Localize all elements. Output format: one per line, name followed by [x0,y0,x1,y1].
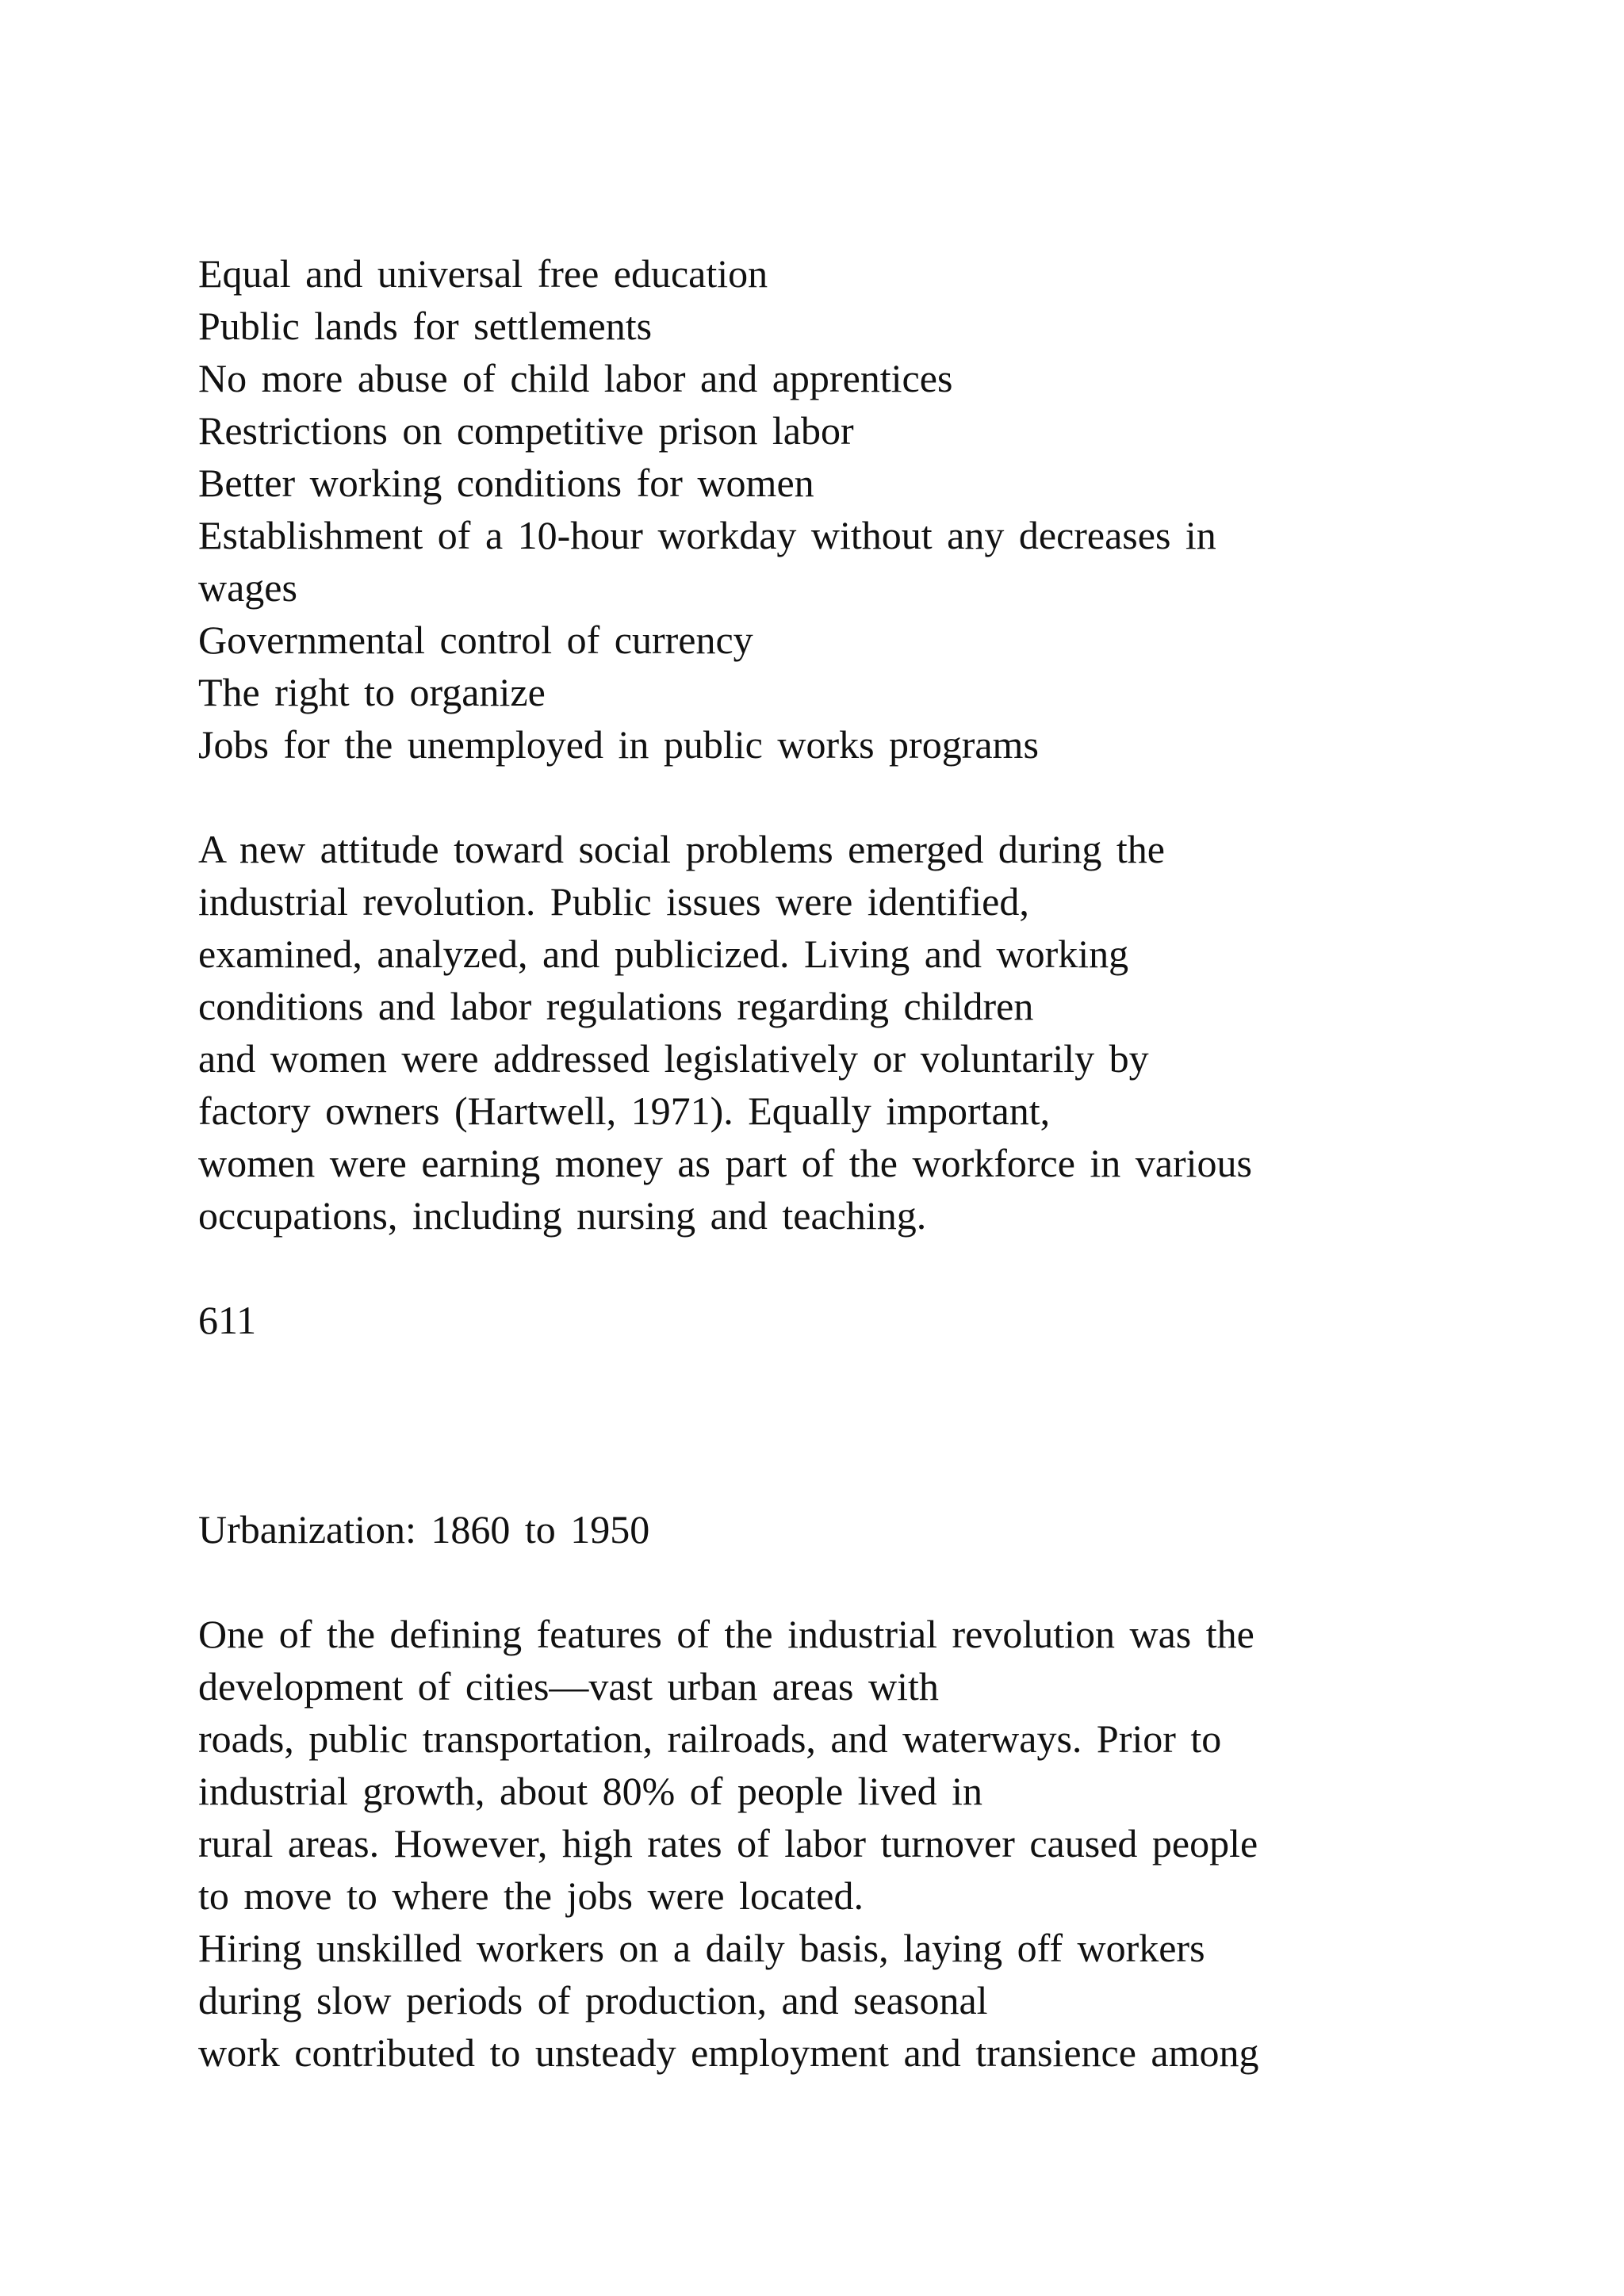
page-break-gap [198,1346,1546,1503]
section-heading: Urbanization: 1860 to 1950 [198,1507,650,1552]
paragraph-gap [198,771,1546,823]
list-item: No more abuse of child labor and apprentices [198,356,953,400]
paragraph-line: A new attitude toward social problems emerged during the [198,827,1165,871]
paragraph-gap [198,1242,1546,1294]
paragraph-line: development of cities—vast urban areas with [198,1664,939,1709]
paragraph-line: and women were addressed legislatively or voluntarily by [198,1036,1149,1081]
paragraph-line: examined, analyzed, and publicized. Living and working [198,932,1129,976]
list-item: Better working conditions for women [198,461,814,505]
list-item: wages [198,565,297,610]
paragraph-social-problems [198,823,1546,1242]
demands-list [198,247,1546,771]
paragraph-line: work contributed to unsteady employment and transience among [198,2030,1259,2075]
paragraph-line: Hiring unskilled workers on a daily basis, laying off workers [198,1926,1205,1970]
paragraph-line: factory owners (Hartwell, 1971). Equally important, [198,1089,1051,1133]
paragraph-line: women were earning money as part of the workforce in various [198,1141,1252,1185]
list-item: Restrictions on competitive prison labor [198,408,854,453]
paragraph-line: industrial revolution. Public issues were identified, [198,879,1029,924]
paragraph-line: roads, public transportation, railroads, and waterways. Prior to [198,1716,1222,1761]
paragraph-line: conditions and labor regulations regarding children [198,984,1034,1028]
paragraph-line: occupations, including nursing and teaching. [198,1193,927,1238]
paragraph-gap [198,1556,1546,1608]
paragraph-line: to move to where the jobs were located. [198,1873,864,1918]
list-item: Establishment of a 10-hour workday without any decreases in [198,513,1216,557]
paragraph-urbanization [198,1608,1546,2079]
paragraph-line: rural areas. However, high rates of labor turnover caused people [198,1821,1258,1866]
page-number: 611 [198,1298,257,1342]
list-item: Equal and universal free education [198,251,768,296]
paragraph-line: One of the defining features of the industrial revolution was the [198,1612,1254,1656]
paragraph-line: industrial growth, about 80% of people lived in [198,1769,983,1813]
list-item: Jobs for the unemployed in public works programs [198,722,1039,767]
list-item: The right to organize [198,670,546,714]
list-item: Governmental control of currency [198,618,753,662]
paragraph-line: during slow periods of production, and seasonal [198,1978,988,2022]
page-text [198,247,1546,2079]
list-item: Public lands for settlements [198,304,653,348]
